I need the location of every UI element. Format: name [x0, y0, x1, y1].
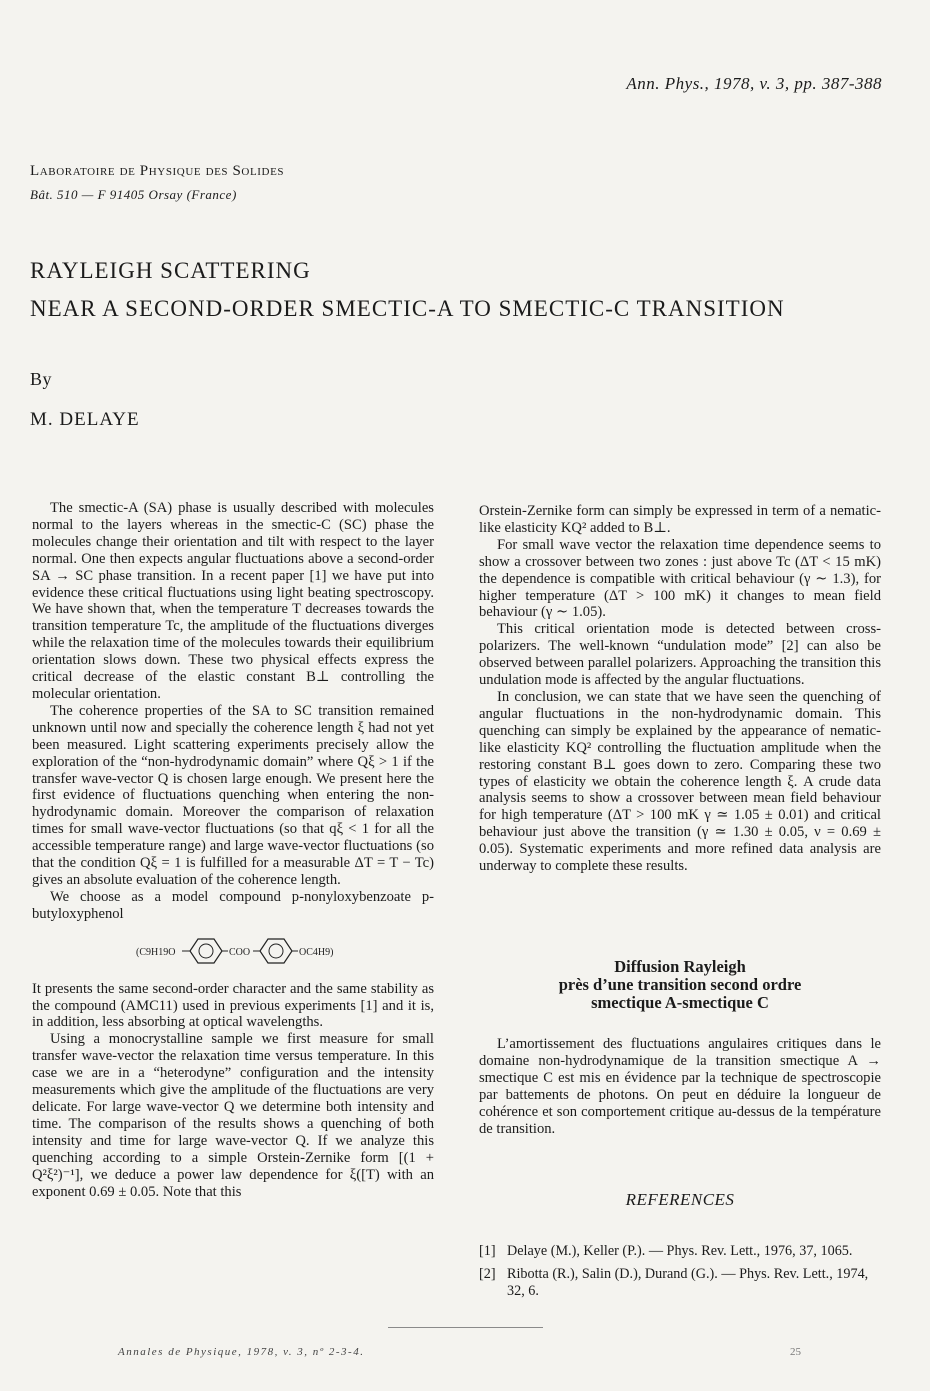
title-line-1: RAYLEIGH SCATTERING [30, 258, 311, 283]
left-paragraph-2: The coherence properties of the SA to SC transition remained unknown until now and specially the coherence length ξ had not yet been measured. Light scattering experiments precisely allow the exploration of the “non-hydrodynamic domain” where Qξ > 1 if the transfer wave-vector Q is chosen large enough. We present here the first evidence of fluctuations quenching when entering the non-hydrodynamic domain. Moreover the comparison of relaxation times for small wave-vector fluctuations (so that qξ < 1 for all the accessible temperature range) and large wave-vector fluctuations (so that the condition Qξ = 1 is fulfilled for a measurable ΔT = T − Tc) gives an absolute evaluation of the coherence length. [32, 702, 434, 888]
left-paragraph-5: Using a monocrystalline sample we first measure for small transfer wave-vector the relaxation time versus temperature. In this case we are in a “heterodyne” configuration and the intensity measurements which give the amplitude of the fluctuations are very delicate. For large wave-vector Q we determine both intensity and time. The comparison of the results shows a quenching of both intensity and time for large wave-vector Q. If we analyze this quenching according to a simple Orstein-Zernike form [(1 + Q²ξ²)⁻¹], we deduce a power law dependence for ξ([T) with an exponent 0.69 ± 0.05. Note that this [32, 1031, 434, 1200]
french-title-line-3: smectique A-smectique C [591, 993, 769, 1012]
benzene-ring-1 [190, 939, 222, 963]
right-column [479, 503, 881, 875]
french-title-line-2: près d’une transition second ordre [558, 975, 802, 994]
formula-mid-text: COO [229, 946, 251, 958]
reference-item [479, 1243, 889, 1260]
chemical-formula [32, 931, 434, 971]
references-list [479, 1243, 889, 1305]
right-paragraph-4: In conclusion, we can state that we have seen the quenching of angular fluctuations in the non-hydrodynamic domain. This quenching can simply be explained by the appearance of nematic-like elasticity KQ² controlling the fluctuation amplitude when the restoring constant B⊥ goes down to zero. Comparing these two types of elasticity we obtain the coherence length ξ. A crude data analysis seems to show a crossover between mean field behaviour for high temperature (ΔT > 100 mK γ ≃ 1.05 ± 0.01) and critical behaviour just above the transition (γ ≃ 1.30 ± 0.05, ν = 0.69 ± 0.05). Systematic experiments and more refined data analysis are underway to complete these results. [479, 688, 881, 875]
right-paragraph-2: For small wave vector the relaxation time dependence seems to show a crossover between two zones : just above Tc (ΔT < 15 mK) the dependence is compatible with critical behaviour (γ ∼ 1.3), for higher temperature (ΔT > 100 mK) it changes to mean field behaviour (γ ∼ 1.05). [479, 536, 881, 621]
page-number: 25 [790, 1346, 801, 1358]
reference-text: Delaye (M.), Keller (P.). — Phys. Rev. Lett., 1976, 37, 1065. [507, 1243, 853, 1259]
formula-diagram [32, 931, 434, 971]
french-abstract [479, 1036, 881, 1137]
affiliation-address: Bât. 510 — F 91405 Orsay (France) [30, 187, 237, 202]
journal-footer: Annales de Physique, 1978, v. 3, nº 2-3-4. [118, 1346, 365, 1358]
benzene-ring-2 [260, 939, 292, 963]
reference-number: [1] [479, 1243, 496, 1259]
formula-left-text: (C9H19O [136, 946, 176, 958]
left-paragraph-3: We choose as a model compound p-nonyloxybenzoate p-butyloxyphenol [32, 888, 434, 922]
by-label: By [30, 369, 53, 389]
formula-right-text: OC4H9) [299, 946, 334, 958]
french-title-line-1: Diffusion Rayleigh [614, 957, 746, 976]
left-paragraph-1: The smectic-A (SA) phase is usually described with molecules normal to the layers whereas in the smectic-C (SC) phase the molecules change their orientation and tilt with respect to the layer normal. One then expects angular fluctuations above a second-order SA → SC phase transition. In a recent paper [1] we have put into evidence these critical fluctuations using light beating spectroscopy. We have shown that, when the temperature T decreases towards the transition temperature Tc, the amplitude of the fluctuations diverges while the relaxation time of the molecules towards their equilibrium orientation slows down. These two physical effects express the critical decrease of the elastic constant B⊥ controlling the molecular orientation. [32, 500, 434, 702]
reference-text: Ribotta (R.), Salin (D.), Durand (G.). — Phys. Rev. Lett., 1974, 32, 6. [507, 1265, 869, 1299]
right-paragraph-1: Orstein-Zernike form can simply be expressed in term of a nematic-like elasticity KQ² added to B⊥. [479, 503, 881, 536]
running-head: Ann. Phys., 1978, v. 3, pp. 387-388 [626, 74, 882, 93]
reference-number: [2] [479, 1265, 496, 1282]
french-abstract-text: L’amortissement des fluctuations angulaires critiques dans le domaine non-hydrodynamique de la transition smectique A → smectique C est mis en évidence par la technique de spectroscopie par battements de photons. On peut en déduire la longueur de cohérence et son comportement critique au-dessus de la température de transition. [479, 1036, 881, 1137]
paper-title [30, 252, 785, 328]
left-column [32, 500, 434, 1200]
reference-item [479, 1266, 889, 1300]
left-paragraph-4: It presents the same second-order character and the same stability as the compound (AMC11) used in previous experiments [1] and it is, in addition, less absorbing at optical wavelengths. [32, 980, 434, 1031]
author: M. DELAYE [30, 409, 140, 430]
references-heading: REFERENCES [625, 1190, 735, 1209]
affiliation-lab: Laboratoire de Physique des Solides [30, 163, 285, 179]
right-paragraph-3: This critical orientation mode is detected between cross-polarizers. The well-known “undulation mode” [2] can also be observed between parallel polarizers. Approaching the transition this undulation mode is affected by the angular fluctuations. [479, 621, 881, 689]
french-title [479, 958, 881, 1012]
footer-rule [388, 1327, 543, 1328]
title-line-2: NEAR A SECOND-ORDER SMECTIC-A TO SMECTIC-C TRANSITION [30, 296, 785, 321]
